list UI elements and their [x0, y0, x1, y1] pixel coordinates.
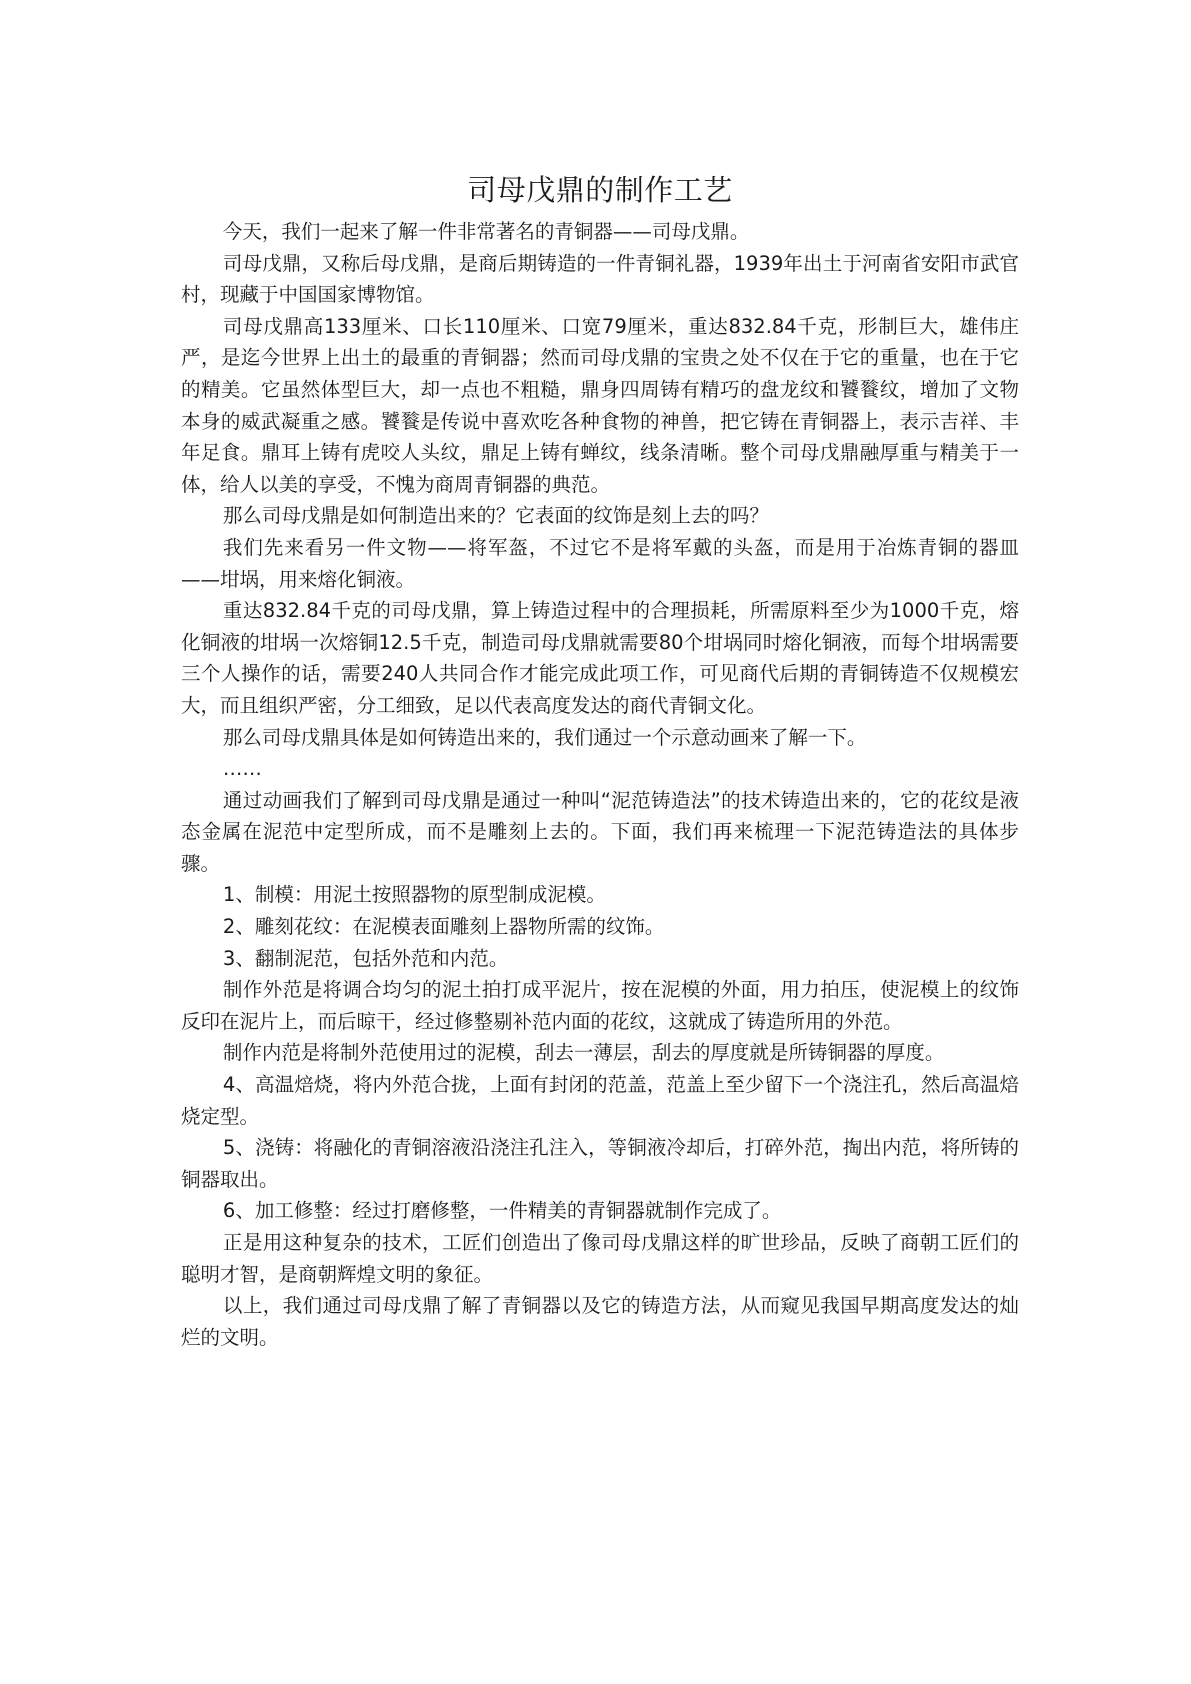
paragraph-overview: 司母戊鼎，又称后母戊鼎，是商后期铸造的一件青铜礼器，1939年出土于河南省安阳市武官村，现藏于中国国家博物馆。: [181, 251, 1019, 307]
paragraph-question: 那么司母戊鼎是如何制造出来的？它表面的纹饰是刻上去的吗？: [222, 504, 769, 528]
step-2: 2、雕刻花纹：在泥模表面雕刻上器物所需的纹饰。: [222, 915, 665, 939]
step-6: 6、加工修整：经过打磨修整，一件精美的青铜器就制作完成了。: [222, 1199, 782, 1223]
document-body: [181, 168, 1019, 1353]
paragraph-scale: 重达832.84千克的司母戊鼎，算上铸造过程中的合理损耗，所需原料至少为1000千克，熔化铜液的坩埚一次熔铜12.5千克，制造司母戊鼎就需要80个坩埚同时熔化铜液，而每个坩埚需要三个人操作的话，需要240人共同合作才能完成此项工作，可见商代后期的青铜铸造不仅规模宏大，而且组织严密，分工细致，足以代表高度发达的商代青铜文化。: [181, 599, 1019, 717]
paragraph-inner-mold: 制作内范是将制外范使用过的泥模，刮去一薄层，刮去的厚度就是所铸铜器的厚度。: [222, 1041, 945, 1065]
paragraph-intro: 今天，我们一起来了解一件非常著名的青铜器——司母戊鼎。: [222, 220, 750, 243]
paragraph-conclusion: 以上，我们通过司母戊鼎了解了青铜器以及它的铸造方法，从而窥见我国早期高度发达的灿烂的文明。: [181, 1294, 1019, 1349]
paragraph-outer-mold: 制作外范是将调合均匀的泥土拍打成平泥片，按在泥模的外面，用力拍压，使泥模上的纹饰反印在泥片上，而后晾干，经过修整剔补范内面的花纹，这就成了铸造所用的外范。: [181, 978, 1019, 1033]
step-3: 3、翻制泥范，包括外范和内范。: [222, 946, 509, 970]
step-4: 4、高温焙烧，将内外范合拢，上面有封闭的范盖，范盖上至少留下一个浇注孔，然后高温焙烧定型。: [181, 1073, 1019, 1128]
step-1: 1、制模：用泥土按照器物的原型制成泥模。: [222, 883, 606, 907]
step-5: 5、浇铸：将融化的青铜溶液沿浇注孔注入，等铜液冷却后，打碎外范，掏出内范，将所铸的铜器取出。: [181, 1136, 1019, 1191]
paragraph-method: 通过动画我们了解到司母戊鼎是通过一种叫“泥范铸造法”的技术铸造出来的，它的花纹是液态金属在泥范中定型所成，而不是雕刻上去的。下面，我们再来梳理一下泥范铸造法的具体步骤。: [181, 788, 1019, 875]
paragraph-description: 司母戊鼎高133厘米、口长110厘米、口宽79厘米，重达832.84千克，形制巨大，雄伟庄严，是迄今世界上出土的最重的青铜器；然而司母戊鼎的宝贵之处不仅在于它的重量，也在于它的精美。它虽然体型巨大，却一点也不粗糙，鼎身四周铸有精巧的盘龙纹和饕餮纹，增加了文物本身的威武凝重之感。饕餮是传说中喜欢吃各种食物的神兽，把它铸在青铜器上，表示吉祥、丰年足食。鼎耳上铸有虎咬人头纹，鼎足上铸有蝉纹，线条清晰。整个司母戊鼎融厚重与精美于一体，给人以美的享受，不愧为商周青铜器的典范。: [181, 314, 1019, 496]
paragraph-crucible: 我们先来看另一件文物——将军盔，不过它不是将军戴的头盔，而是用于冶炼青铜的器皿——坩埚，用来熔化铜液。: [181, 535, 1019, 591]
document-title: 司母戊鼎的制作工艺: [467, 173, 733, 207]
paragraph-ellipsis: ……: [222, 757, 262, 781]
paragraph-significance: 正是用这种复杂的技术，工匠们创造出了像司母戊鼎这样的旷世珍品，反映了商朝工匠们的聪明才智，是商朝辉煌文明的象征。: [181, 1231, 1019, 1286]
paragraph-animation-intro: 那么司母戊鼎具体是如何铸造出来的，我们通过一个示意动画来了解一下。: [222, 725, 867, 749]
